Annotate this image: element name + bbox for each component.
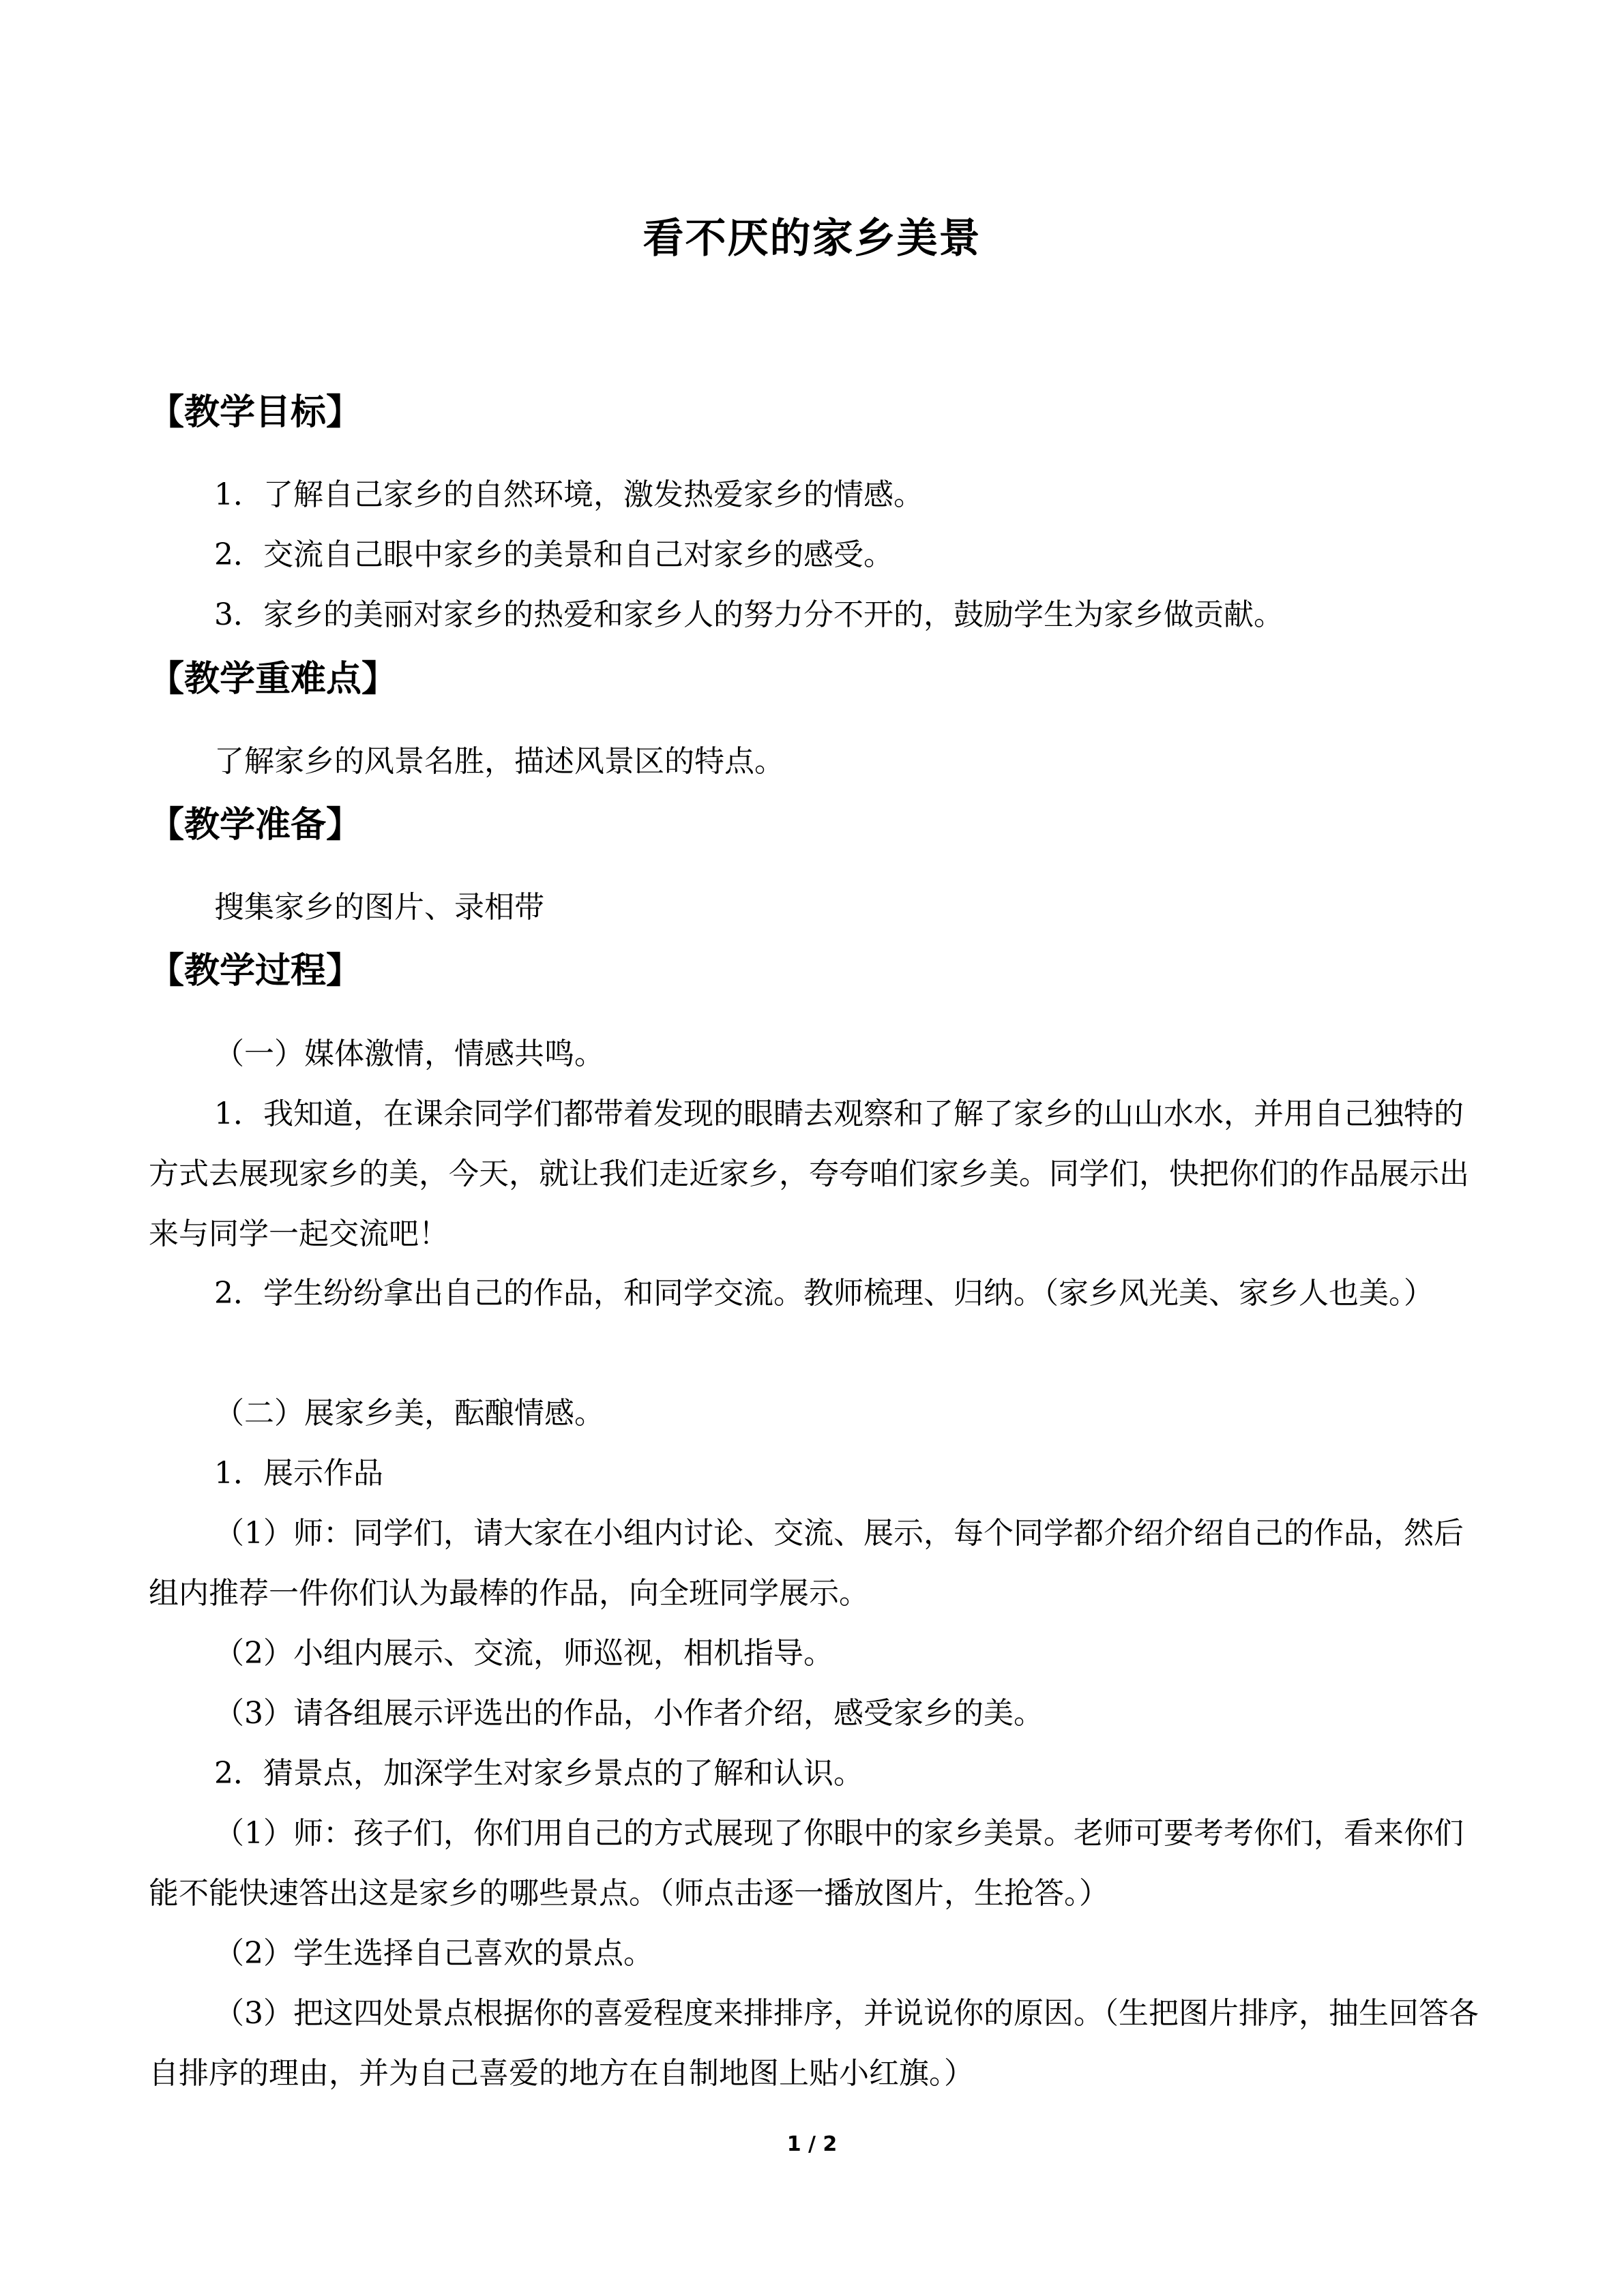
process-paragraph: 1．展示作品	[214, 1456, 383, 1491]
process-paragraph: （一）媒体激情，情感共鸣。	[214, 1037, 604, 1071]
process-paragraph: （1）师：孩子们，你们用自己的方式展现了你眼中的家乡美景。老师可要考考你们，看来你们能不能快速答出这是家乡的哪些景点。（师点击逐一播放图片，生抢答。）	[149, 1816, 1464, 1911]
process-paragraph: （1）师：同学们，请大家在小组内讨论、交流、展示，每个同学都介绍介绍自己的作品，然后组内推荐一件你们认为最棒的作品，向全班同学展示。	[149, 1516, 1464, 1611]
page-number: 1 / 2	[786, 2132, 838, 2156]
process-paragraph: （二）展家乡美，酝酿情感。	[214, 1396, 604, 1431]
goal-item-3: 3．家乡的美丽对家乡的热爱和家乡人的努力分不开的，鼓励学生为家乡做贡献。	[214, 597, 1284, 632]
goal-item-2: 2．交流自己眼中家乡的美景和自己对家乡的感受。	[214, 537, 894, 572]
heading-preparation: 【教学准备】	[149, 805, 362, 846]
key-points-text: 了解家乡的风景名胜，描述风景区的特点。	[214, 744, 784, 779]
process-paragraph: （2）学生选择自己喜欢的景点。	[214, 1936, 653, 1971]
goal-item-1: 1．了解自己家乡的自然环境，激发热爱家乡的情感。	[214, 477, 924, 512]
heading-process: 【教学过程】	[149, 951, 362, 992]
process-paragraph: 1．我知道，在课余同学们都带着发现的眼睛去观察和了解了家乡的山山水水，并用自己独特的方式去展现家乡的美，今天，就让我们走近家乡，夸夸咱们家乡美。同学们，快把你们的作品展示出来与同学一起交流吧！	[149, 1097, 1469, 1251]
preparation-text: 搜集家乡的图片、录相带	[214, 890, 544, 925]
process-paragraph: 2．猜景点，加深学生对家乡景点的了解和认识。	[214, 1756, 863, 1791]
process-paragraph: （3）把这四处景点根据你的喜爱程度来排排序，并说说你的原因。（生把图片排序，抽生回答各自排序的理由，并为自己喜爱的地方在自制地图上贴小红旗。）	[149, 1996, 1479, 2091]
heading-key-points: 【教学重难点】	[149, 659, 398, 700]
process-paragraph: 2．学生纷纷拿出自己的作品，和同学交流。教师梳理、归纳。（家乡风光美、家乡人也美。）	[214, 1276, 1434, 1311]
process-paragraph: （3）请各组展示评选出的作品，小作者介绍，感受家乡的美。	[214, 1696, 1044, 1731]
process-paragraph: （2）小组内展示、交流，师巡视，相机指导。	[214, 1636, 833, 1671]
heading-goals: 【教学目标】	[149, 392, 362, 433]
document-title: 看不厌的家乡美景	[643, 215, 981, 263]
